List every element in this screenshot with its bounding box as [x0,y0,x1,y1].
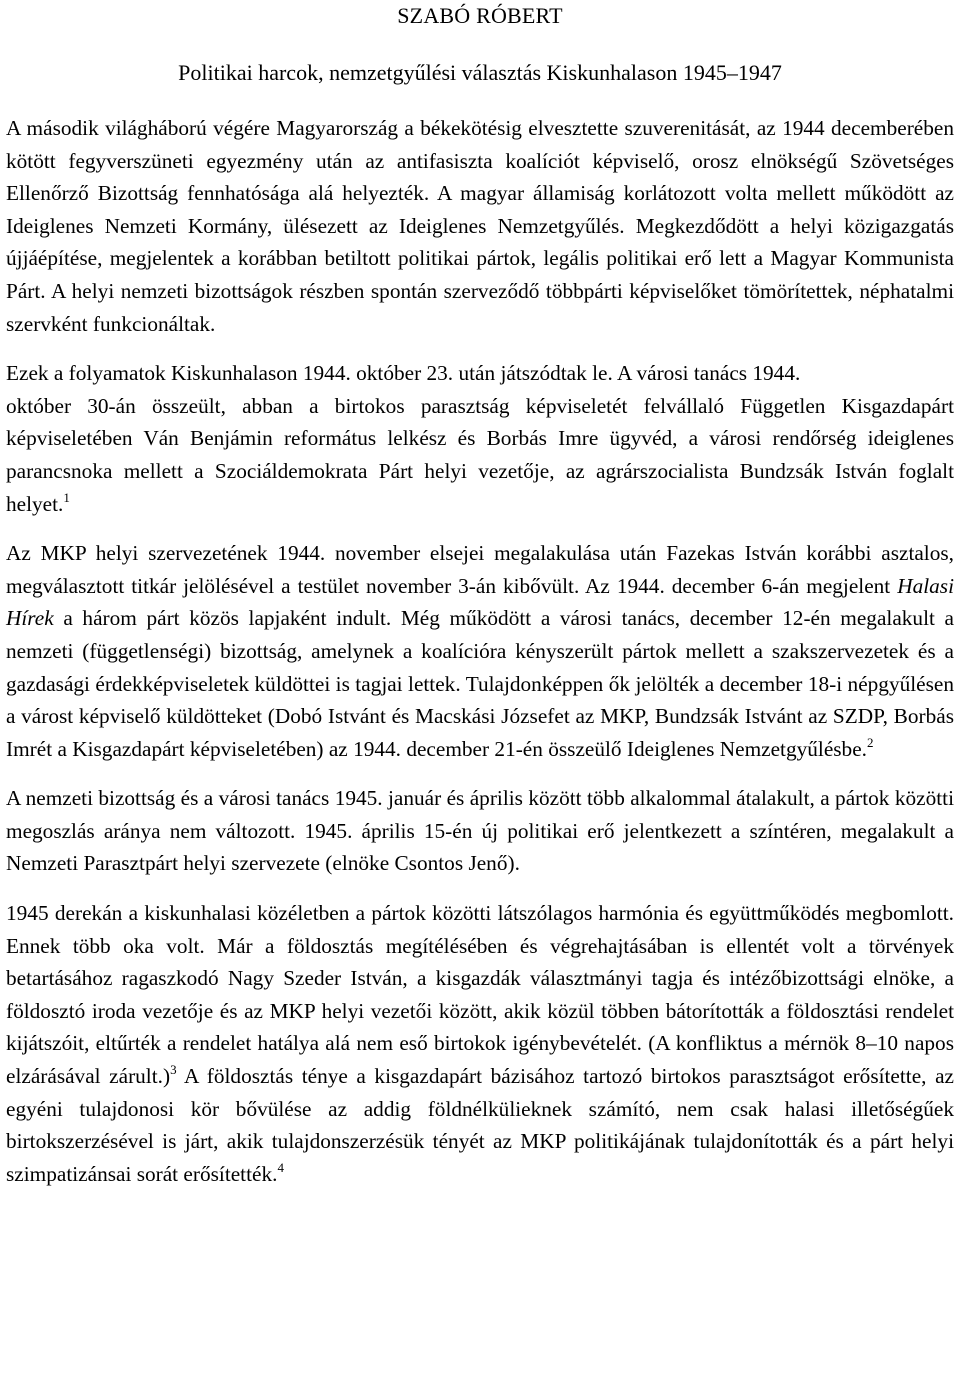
footnote-ref-4[interactable]: 4 [277,1159,284,1175]
author-name: SZABÓ RÓBERT [397,3,563,28]
paragraph-4: A nemzeti bizottság és a városi tanács 1945. január és április között több alkalommal átalakult, a pártok közötti megoszlás aránya nem változott. 1945. április 15-én új politikai erő jelentkezett a színtéren, megalakult a Nemzeti Parasztpárt helyi szervezete (elnöke Csontos Jenő). [6,786,954,876]
paragraph-3-text-a: Az MKP helyi szervezetének 1944. november elsejei megalakulása után Fazekas István korábbi asztalos, megválasztott titkár jelölésével a testület november 3-án kibővült. Az 1944. december 6-án megjelent [6,541,954,598]
paragraph-5-text-b: A földosztás ténye a kisgazdapárt bázisához tartozó birtokos parasztságot erősítette, az egyéni tulajdonosi kör bővülése az addig földnélkülieknek számító, nem csak halasi illetőségűek birtokszerzésével is járt, akik tulajdonszerzésük tényét az MKP politikájának tulajdonították és a párt helyi szimpatizánsai sorát erősítették. [6,1064,954,1186]
paragraph-3 [6,537,954,765]
paragraph-5 [6,897,954,1190]
newspaper-title: Halasi Hírek [6,573,954,631]
footnote-ref-3[interactable]: 3 [170,1062,177,1078]
document-page [6,0,954,1190]
footnote-ref-2[interactable]: 2 [867,734,874,750]
paragraph-2-line-1: Ezek a folyamatok Kiskunhalason 1944. október 23. után játszódtak le. A városi tanács 1944. [6,361,801,386]
footnote-ref-1[interactable]: 1 [63,489,70,505]
paragraph-1: A második világháború végére Magyarország a békekötésig elvesztette szuverenitását, az 1944 decemberében kötött fegyverszüneti egyezmény után az antifasiszta koalíciót képviselő, orosz elnökségű Szövetséges Ellenőrző Bizottság fennhatósága alá helyezték. A magyar államiság korlátozott volta mellett működött az Ideiglenes Nemzeti Kormány, ülésezett az Ideiglenes Nemzetgyűlés. Megkezdődött a helyi közigazgatás újjáépítése, megjelentek a korábban betiltott politikai pártok, legális politikai erő lett a Magyar Kommunista Párt. A helyi nemzeti bizottságok részben spontán szerveződő többpárti képviselőket tömörítettek, néphatalmi szervként funkcionáltak. [6,116,954,336]
document-title: Politikai harcok, nemzetgyűlési választás Kiskunhalason 1945–1947 [178,60,782,85]
paragraph-5-text-a: 1945 derekán a kiskunhalasi közéletben a pártok közötti látszólagos harmónia és együttműködés megbomlott. Ennek több oka volt. Már a földosztás megítélésében és végrehajtásában is ellentét volt a törvények betartásához ragaszkodó Nagy Szeder István, a kisgazdák választmányi tagja és intézőbizottsági elnöke, a földosztó iroda vezetője és az MKP helyi vezetői között, akik közül többen bátorították a földosztási rendelet kijátszóit, eltűrték a rendelet hatálya alá nem eső birtokok igénybevételét. (A konfliktus a mérnök 8–10 napos elzárásával zárult.) [6,901,954,1089]
paragraph-2 [6,390,954,520]
paragraph-2-text: október 30-án összeült, abban a birtokos parasztság képviseletét felvállaló Független Kisgazdapárt képviseletében Ván Benjámin református lelkész és Borbás Imre ügyvéd, a városi rendőrség ideiglenes parancsnoka mellett a Szociáldemokrata Párt helyi vezetője, az agrárszocialista Bundzsák István foglalt helyet. [6,393,954,516]
paragraph-3-text-b: a három párt közös lapjaként indult. Még működött a városi tanács, december 12-én megalakult a nemzeti (függetlenségi) bizottság, amelynek a koalícióra kényszerült pártok mellett a szakszervezetek és a gazdasági érdekképviseletek küldöttei is tagjai lettek. Tulajdonképpen ők jelölték a december 18-i népgyűlésen a várost képviselő küldötteket (Dobó Istvánt és Macskási Józsefet az MKP, Bundzsák Istvánt az SZDP, Borbás Imrét a Kisgazdapárt képviseletében) az 1944. december 21-én összeülő Ideiglenes Nemzetgyűlésbe. [6,606,954,761]
